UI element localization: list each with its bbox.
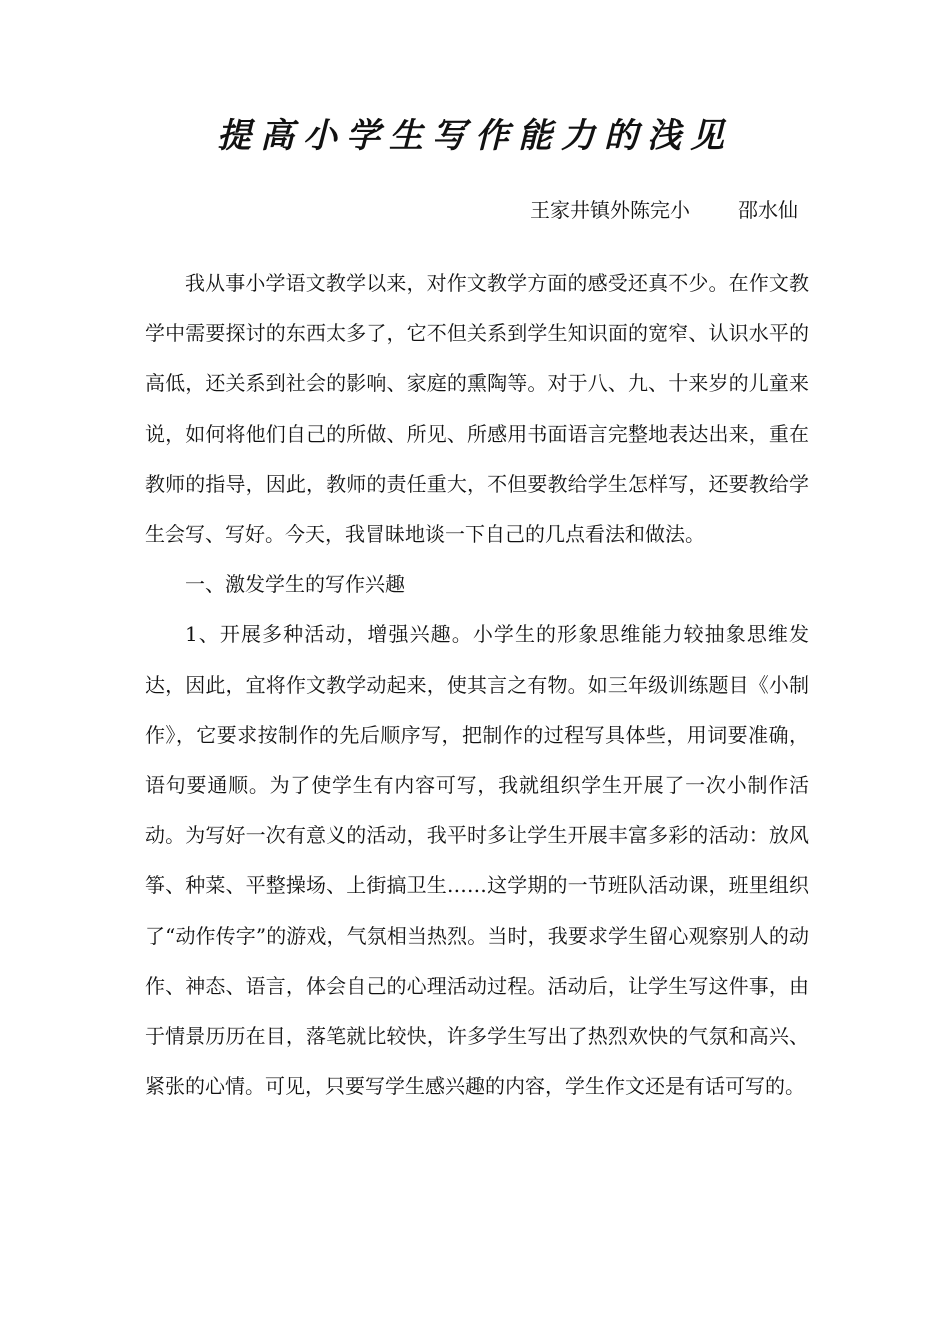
paragraph-intro: 我从事小学语文教学以来，对作文教学方面的感受还真不少。在作文教学中需要探讨的东西太多了，它不但关系到学生知识面的宽窄、认识水平的高低，还关系到社会的影响、家庭的熏陶等。对于八、九、十来岁的儿童来说，如何将他们自己的所做、所见、所感用书面语言完整地表达出来，重在教师的指导，因此，教师的责任重大，不但要教给学生怎样写，还要教给学生会写、写好。今天，我冒昧地谈一下自己的几点看法和做法。 bbox=[145, 271, 809, 547]
document-title: 提高小学生写作能力的浅见 bbox=[217, 116, 733, 156]
author-school: 王家井镇外陈完小 bbox=[530, 198, 690, 222]
author-name: 邵水仙 bbox=[738, 198, 798, 222]
document-body bbox=[145, 258, 809, 1111]
paragraph-point-1: 1、开展多种活动，增强兴趣。小学生的形象思维能力较抽象思维发达，因此，宜将作文教学动起来，使其言之有物。如三年级训练题目《小制作》，它要求按制作的先后顺序写，把制作的过程写具体些，用词要准确，语句要通顺。为了使学生有内容可写，我就组织学生开展了一次小制作活动。为写好一次有意义的活动，我平时多让学生开展丰富多彩的活动：放风筝、种菜、平整操场、上街搞卫生……这学期的一节班队活动课，班里组织了“动作传字”的游戏，气氛相当热烈。当时，我要求学生留心观察别人的动作、神态、语言，体会自己的心理活动过程。活动后，让学生写这件事，由于情景历历在目，落笔就比较快，许多学生写出了热烈欢快的气氛和高兴、紧张的心情。可见，只要写学生感兴趣的内容，学生作文还是有话可写的。 bbox=[145, 622, 809, 1099]
section-heading: 一、激发学生的写作兴趣 bbox=[185, 572, 405, 597]
author-line bbox=[530, 190, 798, 230]
